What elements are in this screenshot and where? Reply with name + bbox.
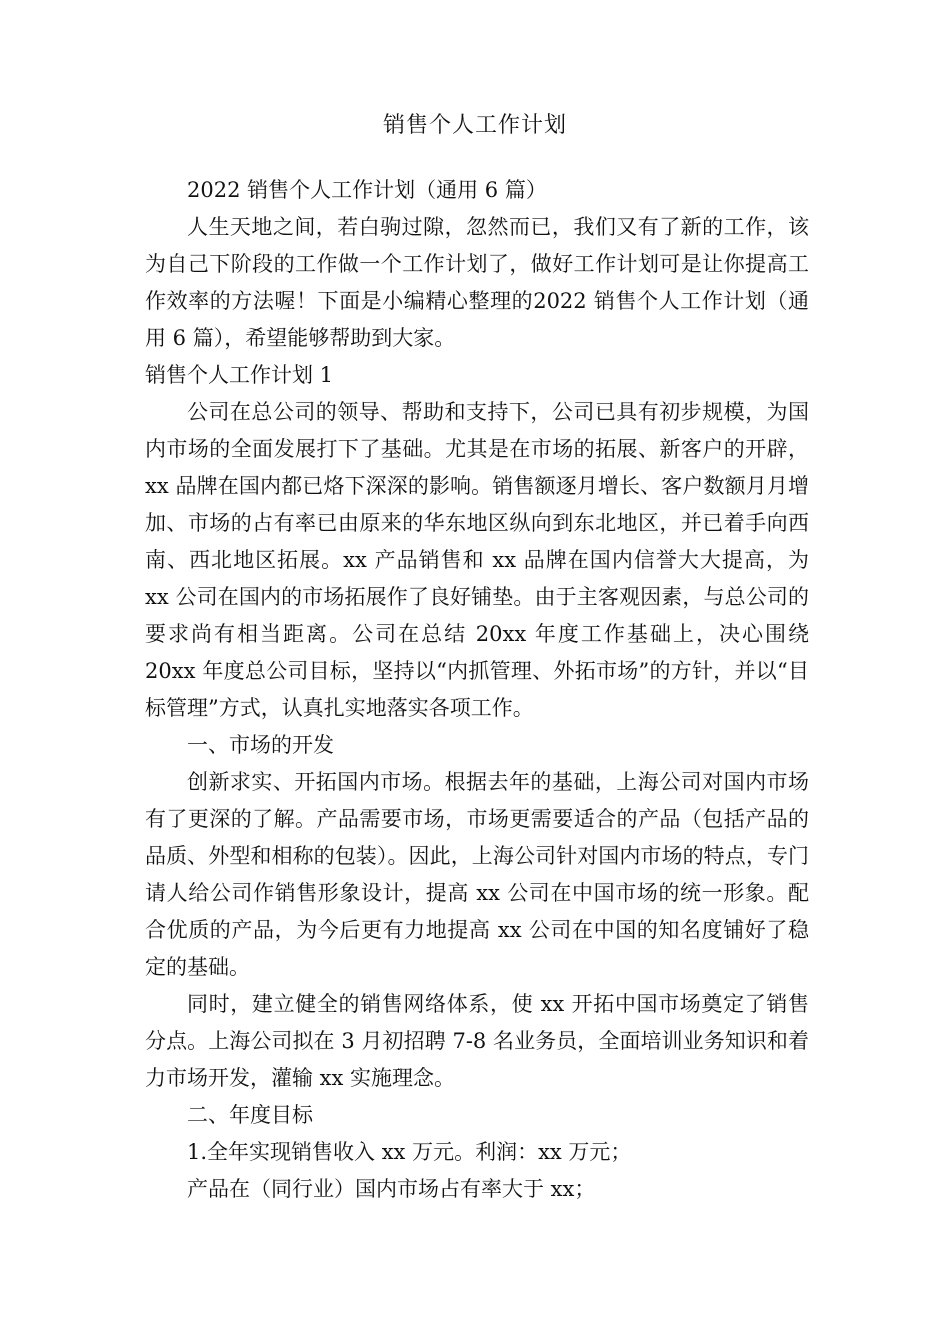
paragraph-market-innovation: 创新求实、开拓国内市场。根据去年的基础，上海公司对国内市场有了更深的了解。产品需要市场，市场更需要适合的产品（包括产品的品质、外型和相称的包装）。因此，上海公司针对国内市场的特点，专门请人给公司作销售形象设计，提高 xx 公司在中国市场的统一形象。配合优质的产品，为今后更有力地提高 xx 公司在中国的知名度铺好了稳定的基础。 [145, 770, 809, 979]
goal-revenue: 1.全年实现销售收入 xx 万元。利润：xx 万元； [187, 1140, 632, 1164]
document-title: 销售个人工作计划 [382, 113, 567, 138]
paragraph-sales-network: 同时，建立健全的销售网络体系，使 xx 开拓中国市场奠定了销售分点。上海公司拟在 3 月初招聘 7-8 名业务员，全面培训业务知识和着力市场开发，灌输 xx 实施理念。 [145, 992, 809, 1090]
document-body [145, 172, 809, 1208]
heading-market-development: 一、市场的开发 [187, 733, 334, 757]
goal-market-share: 产品在（同行业）国内市场占有率大于 xx； [187, 1177, 596, 1201]
paragraph-company-overview: 公司在总公司的领导、帮助和支持下，公司已具有初步规模，为国内市场的全面发展打下了基础。尤其是在市场的拓展、新客户的开辟，xx 品牌在国内都已烙下深深的影响。销售额逐月增长、客户数额月月增加、市场的占有率已由原来的华东地区纵向到东北地区，并已着手向西南、西北地区拓展。xx 产品销售和 xx 品牌在国内信誉大大提高，为 xx 公司在国内的市场拓展作了良好铺垫。由于主客观因素，与总公司的要求尚有相当距离。公司在总结 20xx 年度工作基础上，决心围绕 20xx 年度总公司目标，坚持以“内抓管理、外拓市场”的方针，并以“目标管理”方式，认真扎实地落实各项工作。 [145, 400, 809, 720]
section-heading: 销售个人工作计划 1 [145, 363, 334, 387]
heading-annual-goals: 二、年度目标 [187, 1103, 313, 1127]
paragraph-subtitle: 2022 销售个人工作计划（通用 6 篇） [187, 178, 547, 202]
paragraph-intro: 人生天地之间，若白驹过隙，忽然而已，我们又有了新的工作，该为自己下阶段的工作做一个工作计划了，做好工作计划可是让你提高工作效率的方法喔！下面是小编精心整理的2022 销售个人工作计划（通用 6 篇），希望能够帮助到大家。 [145, 215, 809, 350]
